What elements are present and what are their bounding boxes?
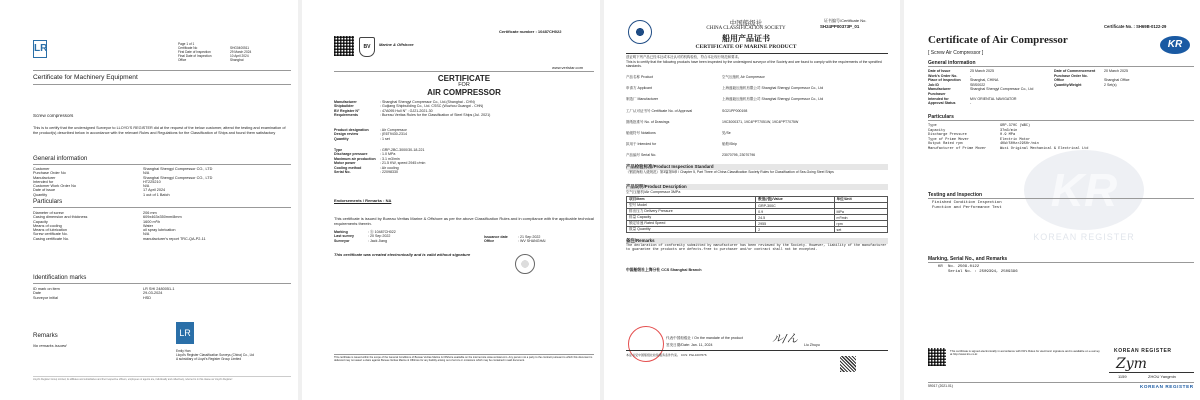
- lr-seal: LR: [176, 322, 194, 344]
- ccs-product-field-row: [626, 117, 888, 128]
- ccs-product-field-row: [626, 83, 888, 94]
- kr-general-right: [1054, 69, 1194, 87]
- ccs-table-header-cell: 项目/Item: [627, 197, 756, 203]
- table-cell: 2955: [756, 221, 834, 227]
- table-cell: 额定转速 Rated Speed: [627, 221, 756, 227]
- table-cell: 排出压力 Delivery Pressure: [627, 209, 756, 215]
- kr-footer-org: KOREAN REGISTER: [1140, 384, 1194, 389]
- lr-header-value: 29 March 2024: [230, 50, 252, 54]
- lr-particular-value: oil spray lubrication: [143, 228, 176, 233]
- lr-particular-value: manufacturer's report TRC-QA-P2-11: [143, 236, 206, 241]
- kr-general-right-value: 2 Set(s): [1104, 82, 1117, 87]
- ccs-product-field-row: [626, 94, 888, 105]
- ccs-product-field-row: [626, 72, 888, 83]
- table-cell: m³/min: [834, 215, 887, 221]
- kr-particular-value: 37m3/min: [1000, 128, 1018, 133]
- ccs-certificate-panel: [604, 0, 900, 400]
- lr-general-label: Purchase Order No: [33, 171, 66, 176]
- kr-general-left-label: Intended for: [928, 96, 949, 101]
- kr-notice: This certificate is signed electronically in accordance with KR's Rules for electronic signature and is available on e-survey at http://www.krs.co.kr.: [950, 349, 1100, 357]
- lr-id-mark-value: 29-03-2024: [143, 291, 163, 296]
- kr-sign-id: 1159: [1118, 374, 1127, 379]
- ccs-product-field-value: 19C3000371, 19C4PPT7051W, 19C4PPT7075W: [722, 119, 799, 124]
- kr-particular-label: Manufacturer of Prime Mover: [928, 146, 987, 151]
- lr-particular-label: Casing dimension and thickness: [33, 215, 88, 220]
- bv-type-field-value: : 3.1 m3/min: [380, 156, 400, 161]
- ccs-description-table: [626, 196, 888, 233]
- lr-product: Screw compressors: [33, 113, 74, 118]
- kr-watermark-text: KOREAN REGISTER: [1033, 232, 1135, 242]
- kr-title: Certificate of Air Compressor: [928, 34, 1068, 46]
- kr-testing-2: Function and Performance Test: [932, 206, 1002, 210]
- bv-title-2: FOR: [458, 82, 470, 88]
- table-cell: 排量 Capacity: [627, 215, 756, 221]
- ccs-description-heading: 产品说明/Product Description: [626, 184, 888, 190]
- ccs-title-en: CERTIFICATE OF MARINE PRODUCT: [695, 44, 797, 50]
- lr-general-row: [33, 193, 291, 197]
- kr-marking-1: KR: [938, 265, 943, 269]
- bv-type-field-label: Serial No.: [334, 170, 351, 175]
- kr-marking-heading: Marking, Serial No., and Remarks: [928, 256, 1008, 262]
- lr-id-mark-label: Date: [33, 291, 42, 296]
- ccs-product-field-value: 上海盛毅压缩机有限公司 Shanghai Shengyi Compressor Co., Ltd: [722, 97, 824, 102]
- lr-certificate-title: Certificate for Machinery Equipment: [33, 74, 138, 81]
- bv-electronic-note: This certificate was created electronically and is valid without signature: [334, 252, 471, 257]
- ccs-footer: 本证书受中国船级社检验服务条件约束。 CCS: PGL1007676: [626, 353, 707, 357]
- ccs-product-field-row: [626, 106, 888, 117]
- kr-particular-row: [928, 147, 1194, 152]
- bv-issue-field-value: : WV SHANGHAI: [518, 239, 546, 244]
- kr-general-left-label: Purchaser: [928, 91, 946, 96]
- kr-particulars-heading: Particulars: [928, 114, 954, 120]
- bv-type-field-label: Type: [334, 148, 343, 152]
- ccs-product-field-label: 制造厂 Manufacturer: [626, 97, 659, 102]
- kr-general-left-value: Shanghai, CHINA: [970, 78, 999, 83]
- kr-general-left-value: -: [970, 73, 972, 78]
- lr-general-list: [33, 167, 291, 197]
- lr-header-row: [178, 58, 290, 62]
- kr-cert-number: Certificate No. : SH69B-0122-29: [1104, 24, 1167, 29]
- kr-footer-number: 59017 (2021.01): [928, 384, 953, 388]
- kr-testing-1: Finished Condition Inspection: [932, 201, 1002, 205]
- lr-general-value: 17 April 2024: [143, 188, 166, 193]
- lr-certificate-panel: [0, 0, 296, 400]
- kr-sign-org: KOREAN REGISTER: [1114, 348, 1172, 354]
- kr-general-left-row: [928, 101, 1078, 106]
- table-cell: 2: [756, 227, 834, 233]
- lr-general-value: Shanghai Shengyi Compressor CO., LTD: [143, 167, 213, 171]
- kr-particular-value: Wuxi Original Mechanical & Electrical Ltd: [1000, 146, 1089, 151]
- bv-type-field-value: : 1.0 MPa: [380, 152, 396, 157]
- ccs-cert-no: SH24PP00373P_01: [820, 24, 860, 29]
- ccs-table-header-cell: 数值(/值)/Value: [756, 197, 834, 203]
- kr-general-left-value: -: [970, 101, 972, 106]
- lr-particular-value: N/A: [143, 232, 150, 237]
- ccs-remarks-text: The declaration of conformity submitted by manufacturer has been reviewed by the Society. However, liability of the manufacturer to guarantee the products are defects-free to purchaser and/or contract shall not be excepted.: [626, 244, 887, 252]
- bv-product-fields: [334, 128, 594, 141]
- bv-title-3: AIR COMPRESSOR: [427, 88, 501, 97]
- lr-logo: LR: [33, 40, 47, 58]
- lr-identification-heading: Identification marks: [33, 274, 87, 281]
- bv-cert-number: Certificate number : 10487CH022: [499, 29, 562, 34]
- kr-particular-label: Discharge Pressure: [928, 133, 967, 138]
- bv-type-field-value: : 22098330: [380, 170, 398, 175]
- bv-header-field-row: [334, 113, 594, 117]
- lr-particular-row: [33, 237, 291, 241]
- kr-certificate-panel: [904, 0, 1200, 400]
- lr-identification-list: [33, 287, 291, 300]
- table-cell: set: [834, 227, 887, 233]
- ccs-product-field-value: 船舶/Ship: [722, 142, 737, 147]
- lr-general-value: N/A: [143, 184, 150, 189]
- ccs-product-field-label: 拟用于 Intended for: [626, 142, 657, 147]
- table-row: [627, 227, 888, 233]
- ccs-product-fields: [626, 72, 888, 162]
- ccs-product-field-value: 上海盛毅压缩机有限公司 Shanghai Shengyi Compressor Co., Ltd: [722, 86, 824, 91]
- bv-survey-field-row: [334, 239, 474, 243]
- bv-survey-field-value: : Jack Jiang: [368, 238, 387, 243]
- ccs-org-en: CHINA CLASSIFICATION SOCIETY: [706, 26, 786, 31]
- kr-signature: Zym: [1116, 356, 1147, 372]
- lr-footer: Lloyd's Register Group Limited, its affiliates and subsidiaries and their respective officers, employees or agents are, individually and collectively, referred to in this clause as 'Lloyd's Register'.: [33, 378, 234, 381]
- lr-signature-block: [176, 349, 291, 361]
- ccs-footer-qr-icon: [840, 356, 856, 372]
- bv-issue-fields: [484, 235, 594, 244]
- kr-sign-name: ZHOU Yangmin: [1148, 374, 1176, 379]
- lr-signature-line: A subsidiary of Lloyd's Register Group Limited: [176, 357, 242, 361]
- bv-product-field-label: Product designation: [334, 128, 369, 132]
- kr-general-heading: General information: [928, 60, 976, 66]
- bv-endorsements: Endorsements / Remarks : NA: [334, 198, 392, 203]
- kr-general-right-row: [1054, 83, 1194, 88]
- lr-particular-value: 1600 m³/h: [143, 219, 161, 224]
- bv-statement: This certificate is issued by Bureau Veritas Marine & Offshore as per the above Classification Rules and in compliance with the applicable technical requirements therein.: [334, 216, 594, 226]
- kr-particular-label: Capacity: [928, 128, 946, 133]
- kr-general-left-label: Job ID: [928, 82, 939, 87]
- lr-header-info: [178, 42, 290, 62]
- bv-type-field-value: : Air cooling: [380, 165, 399, 170]
- table-cell: 0.9: [756, 209, 834, 215]
- ccs-product-field-label: 船级符号 Notations: [626, 131, 656, 136]
- lr-particular-value: Water: [143, 223, 153, 228]
- bv-survey-field-label: Last survey: [334, 234, 354, 239]
- lr-particular-label: Means of lubrication: [33, 228, 67, 233]
- table-cell: 型号 Model: [627, 203, 756, 209]
- bv-side-label: Marine & Offshore: [379, 42, 414, 47]
- kr-particular-value: 0.9 MPa: [1000, 133, 1016, 138]
- kr-general-left-label: Manufacturer: [928, 87, 951, 92]
- bv-issue-field-row: [484, 239, 594, 243]
- kr-qr-icon: [928, 348, 946, 366]
- lr-id-mark-value: HSD: [143, 295, 152, 300]
- bv-certificate-panel: [304, 0, 600, 400]
- ccs-org-cn: 中国船级社: [729, 19, 763, 27]
- ccs-intro-cn: 兹证明下列产品已经本社或本社认可的机构检验，符合本社现行规范和要求。: [626, 55, 742, 59]
- ccs-product-field-value: 23070795, 23070796: [722, 153, 756, 158]
- bv-header-field-value: : Shanghai Shengyi Compressor Co., Ltd.(Shanghai - CHN): [380, 100, 475, 104]
- kr-general-right-label: Purchase Order No.: [1054, 73, 1088, 78]
- bv-header-field-label: Manufacturer: [334, 100, 357, 104]
- lr-particular-value: 609x463x350mm/8mm: [143, 215, 182, 220]
- lr-id-mark-row: [33, 296, 291, 300]
- kr-general-right-label: Date of Commencement: [1054, 69, 1096, 73]
- lr-general-label: Quantity: [33, 192, 48, 197]
- kr-particulars-list: [928, 124, 1194, 152]
- bv-header-field-value: : Guijiang Shipbuilding Co., Ltd. CSSC (Wuzhou Guangxi - CHN): [380, 104, 484, 109]
- kr-general-left-label: Place of Inspection: [928, 78, 961, 83]
- ccs-sign-date: 签发日期/Date: Jan. 11, 2024: [666, 343, 713, 347]
- ccs-branch: 中国船级社上海分社 CCS Shanghai Branch: [626, 268, 702, 272]
- ccs-title-cn: 船用产品证书: [722, 33, 770, 43]
- kr-subtitle: [ Screw Air Compressor ]: [928, 50, 984, 56]
- table-cell: MPa: [834, 209, 887, 215]
- table-cell: GRP-300C: [756, 203, 834, 209]
- bv-issue-field-label: Issuance date: [484, 235, 508, 239]
- bv-product-field-row: [334, 137, 594, 141]
- lr-id-mark-label: Surveyor initial: [33, 295, 58, 300]
- kr-particular-value: GRP-370C (WBC): [1000, 124, 1031, 128]
- ccs-description-sub: 空气压缩机/Air Compressor 3MPa: [626, 190, 681, 194]
- ccs-table-header-cell: 单位/Unit: [834, 197, 887, 203]
- lr-general-value: N/A: [143, 171, 150, 176]
- lr-particular-value: 206 mm: [143, 211, 157, 215]
- bv-survey-field-label: Marking: [334, 230, 348, 234]
- ccs-emblem-icon: [628, 20, 652, 44]
- kr-general-left-label: Date of Issue: [928, 69, 951, 73]
- ccs-product-field-row: [626, 139, 888, 150]
- bv-type-field-label: Cooling method: [334, 165, 362, 170]
- bv-product-field-value: : 1 set: [380, 136, 390, 141]
- kr-general-right-value: 20 March 2025: [1104, 69, 1128, 73]
- ccs-signature: ル/ん: [772, 332, 798, 345]
- bv-footer: This certificate is issued within the scope of the General Conditions of Bureau Veritas Marine & Offshore available on the internet site www.veristar.com. Any person not a party to the contract pursuant to which this document is delivered may not assert a claim against Bureau Veritas Marine & Offshore for any liability arising out of errors or omissions which may be contained in said document.: [334, 356, 593, 363]
- kr-watermark-logo: KR: [1024, 150, 1144, 230]
- lr-general-label: Intended for: [33, 179, 54, 184]
- lr-id-mark-value: LR SHI 2480051-1: [143, 287, 175, 291]
- bv-type-field-label: Maximum air production: [334, 156, 376, 161]
- lr-general-value: 1 out of 1 Batch: [143, 192, 170, 197]
- bv-type-field-value: : GRP-2BC-3000/30-18-221: [380, 148, 425, 152]
- lr-particular-label: Means of cooling: [33, 223, 62, 228]
- table-cell: rpm: [834, 221, 887, 227]
- lr-header-label: Final Date of Inspection: [178, 54, 212, 58]
- bv-header-field-label: Shipbuilder: [334, 104, 354, 109]
- kr-marking-2: No. 2509-0122: [948, 265, 980, 269]
- bv-type-fields: [334, 148, 594, 174]
- lr-id-mark-label: ID mark on item: [33, 287, 60, 291]
- bv-survey-field-label: Surveyor: [334, 238, 350, 243]
- qr-code-icon: [334, 36, 354, 56]
- bv-issue-field-value: : 21 Sep 2022: [518, 235, 541, 239]
- ccs-product-field-value: SG21PP000198: [722, 108, 748, 113]
- lr-general-label: Customer: [33, 167, 50, 171]
- kr-logo: KR: [1160, 36, 1190, 54]
- bv-title-1: CERTIFICATE: [437, 74, 491, 83]
- kr-general-left-value: SBS0022: [970, 82, 986, 87]
- lr-particular-label: Capacity: [33, 219, 48, 224]
- kr-general-left-label: Approval Status: [928, 101, 956, 106]
- bv-header-field-value: : 47A095 Hull N° : GJ21-2021-30: [380, 108, 433, 113]
- ccs-intro-en: This is to certify that the following products have been inspected by the undersigned surveyor of the Society and are found to comply with the requirements of the specified standards.: [626, 60, 882, 68]
- ccs-product-field-label: 图纸批准号 No. of Drawings: [626, 119, 670, 124]
- kr-particular-label: Type of Prime Mover: [928, 137, 969, 142]
- kr-general-right-value: Shanghai Office: [1104, 78, 1130, 83]
- ccs-cert-no-label: 证书编号/Certificate No.: [824, 18, 867, 23]
- bv-seal-icon: [515, 254, 535, 274]
- bv-survey-field-value: : ⓑ 10487CH022: [368, 230, 396, 234]
- kr-general-left-value: M/V ORIENTAL NAVIGATOR: [970, 96, 1017, 101]
- ccs-product-field-label: 工厂认可证书号 Certificate No. of Approval: [626, 108, 693, 113]
- kr-general-left-value: 25 March 2025: [970, 69, 994, 73]
- bv-product-field-label: Design review: [334, 132, 359, 137]
- lr-particulars-list: [33, 211, 291, 241]
- ccs-product-field-label: 产品编号 Serial No.: [626, 153, 657, 158]
- lr-header-value: SHG0400511: [230, 46, 250, 50]
- bv-header-field-label: BV Register N°: [334, 108, 360, 113]
- lr-header-label: Page 1 of 1: [178, 42, 195, 46]
- lr-intro: This is to certify that the undersigned Surveyor to LLOYD'S REGISTER did at the request of the below customer, attend the testing and examination of the product(s) described below in accordance with the relevant Rules and Regulations for the Classification of Ships and found them satisfactory: [33, 126, 286, 135]
- ccs-sign-name: Liu Zhuyu: [804, 343, 820, 347]
- bv-type-field-row: [334, 170, 594, 174]
- lr-general-label: Customer Work Order No: [33, 184, 76, 189]
- bv-survey-field-value: : 20 Sep 2022: [368, 234, 391, 239]
- kr-particular-value: Electric Motor: [1000, 137, 1031, 142]
- kr-general-left-label: Work's Order No.: [928, 73, 958, 78]
- lr-general-value: HT225210: [143, 179, 161, 184]
- ccs-product-field-row: [626, 150, 888, 161]
- bv-product-field-value: : (E6T9430-2314: [380, 132, 407, 137]
- bv-product-field-value: : Air Compressor: [380, 128, 407, 132]
- bv-url: www.veristar.com: [552, 65, 584, 70]
- ccs-sign-caption: 代表中国船级社 / On the mandate of the product: [666, 336, 743, 340]
- bv-type-field-value: : 21.5 KW, speed 2945 r/min: [380, 161, 426, 166]
- kr-marking-3: Serial No. : 2509394, 2509396: [948, 270, 1018, 274]
- lr-remarks-text: No remarks issued: [33, 343, 67, 348]
- kr-testing-heading: Testing and Inspection: [928, 192, 983, 198]
- ccs-remarks-heading: 备注/Remarks: [626, 238, 888, 244]
- lr-general-label: Date of issue: [33, 188, 56, 193]
- lr-signature-line: Lloyd's Register Classification Surveys (China) Co., Ltd: [176, 353, 255, 357]
- bv-issue-field-label: Office: [484, 239, 495, 244]
- lr-header-value: 10 April 2024: [230, 54, 249, 58]
- ccs-standard-heading: 产品检验标准/Product Inspection Standard: [626, 164, 888, 170]
- kr-particular-label: Type: [928, 124, 937, 128]
- lr-remarks-heading: Remarks: [33, 332, 58, 339]
- kr-particular-label: Output Rated rpm: [928, 142, 963, 147]
- kr-general-right-label: Office: [1054, 78, 1065, 83]
- bv-type-field-label: Motor power: [334, 161, 356, 166]
- ccs-product-field-row: [626, 128, 888, 139]
- bv-header-field-label: Requirements: [334, 113, 358, 118]
- lr-particulars-heading: Particulars: [33, 198, 63, 205]
- lr-general-label: Manufacturer: [33, 175, 56, 180]
- ccs-product-field-value: 空气压缩机 Air Compressor: [722, 75, 765, 79]
- lr-header-label: Certificate No: [178, 46, 198, 50]
- table-cell: 24.5: [756, 215, 834, 221]
- bv-header-fields: [334, 100, 594, 118]
- ccs-product-field-label: 申请方 Applicant: [626, 86, 652, 91]
- table-cell: 数量 Quantity: [627, 227, 756, 233]
- bv-logo: BV: [359, 37, 375, 57]
- lr-general-value: Shanghai Shengyi Compressor CO., LTD: [143, 175, 213, 180]
- lr-particular-label: Casing certificate No.: [33, 236, 70, 241]
- kr-particular-value: 4KW/50Hz×2950r/min: [1000, 142, 1039, 147]
- lr-particular-label: Diameter of screw: [33, 211, 64, 215]
- lr-signature-line: Emily Han: [176, 349, 191, 353]
- bv-type-field-label: Discharge pressure: [334, 152, 368, 157]
- bv-survey-fields: [334, 230, 474, 243]
- lr-header-value: Shanghai: [230, 58, 244, 62]
- ccs-product-field-value: 见/Se: [722, 131, 731, 136]
- ccs-standard-text: 《钢质海船入级规范》第3篇第5章 / Chapter 5, Part Three of China Classification Society Rules for Classification of Sea-Going Steel Ships: [626, 170, 834, 174]
- kr-general-left-value: Shanghai Shengyi Compressor Co., Ltd: [970, 87, 1034, 92]
- lr-general-heading: General information: [33, 155, 88, 162]
- lr-header-label: Office: [178, 58, 187, 62]
- bv-product-field-label: Quantity: [334, 136, 349, 141]
- kr-general-right-label: Quantity/Weight: [1054, 82, 1082, 87]
- lr-particular-label: Screw certificate No.: [33, 232, 68, 237]
- lr-header-label: First Date of Inspection: [178, 50, 211, 54]
- bv-header-field-value: : Bureau Veritas Rules for the Classification of Steel Ships (Jul. 2021): [380, 113, 491, 118]
- ccs-product-field-label: 产品名称 Product: [626, 75, 654, 79]
